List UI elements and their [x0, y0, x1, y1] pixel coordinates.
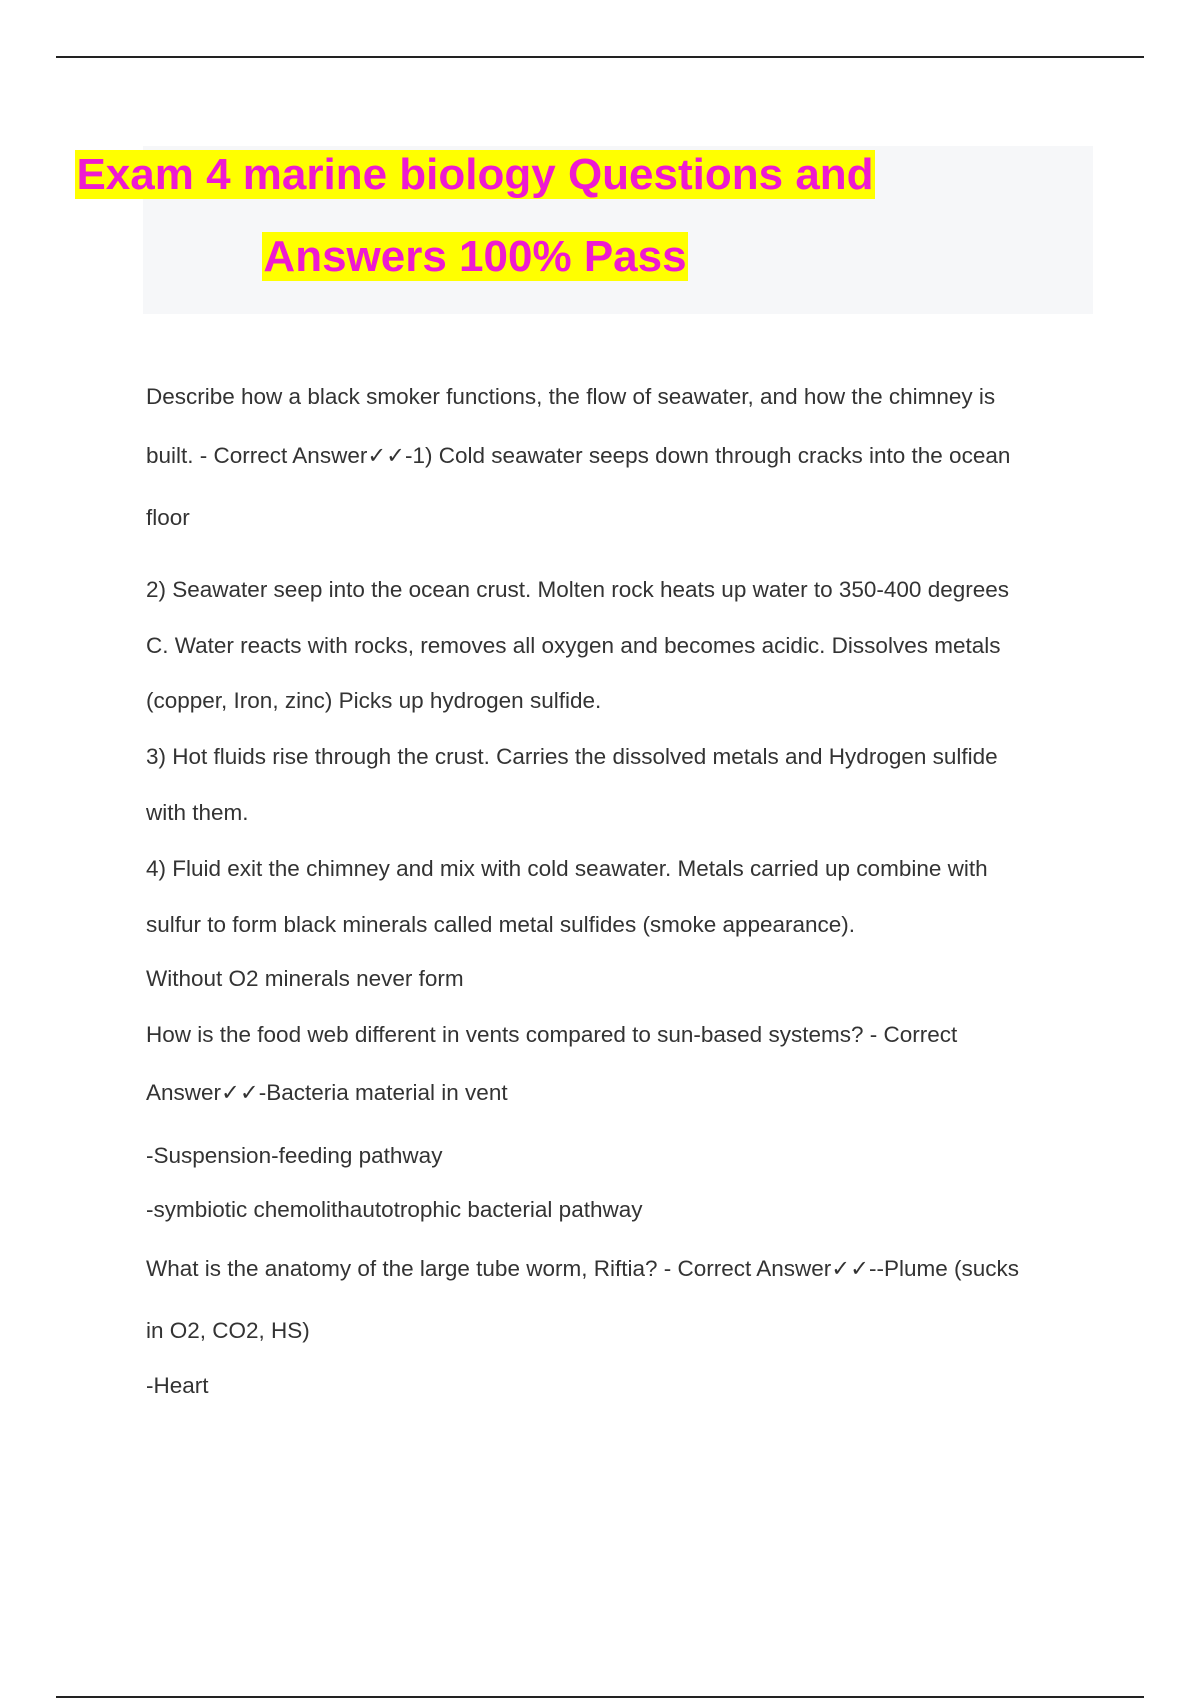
top-rule	[56, 56, 1144, 58]
text-line-8: with them.	[146, 800, 249, 825]
document-title-line-2	[0, 230, 950, 284]
document-title-line-1	[0, 148, 950, 202]
text-line-4: 2) Seawater seep into the ocean crust. Molten rock heats up water to 350-400 degrees	[146, 577, 1010, 602]
text-line-7: 3) Hot fluids rise through the crust. Carries the dissolved metals and Hydrogen sulfide	[146, 744, 998, 769]
title-highlight-1: Exam 4 marine biology Questions and	[76, 150, 874, 199]
text-line-11: Without O2 minerals never form	[146, 966, 464, 991]
bottom-rule	[56, 1696, 1144, 1698]
text-line-10: sulfur to form black minerals called metal sulfides (smoke appearance).	[146, 912, 856, 937]
text-line-1: Describe how a black smoker functions, the flow of seawater, and how the chimney is	[146, 384, 996, 409]
text-line-14: -Suspension-feeding pathway	[146, 1143, 443, 1168]
text-line-9: 4) Fluid exit the chimney and mix with cold seawater. Metals carried up combine with	[146, 856, 988, 881]
text-line-15: -symbiotic chemolithautotrophic bacterial pathway	[146, 1197, 643, 1222]
text-line-6: (copper, Iron, zinc) Picks up hydrogen sulfide.	[146, 688, 602, 713]
text-line-2: built. - Correct Answer✓✓-1) Cold seawater seeps down through cracks into the ocean	[146, 443, 1011, 468]
text-line-18: -Heart	[146, 1373, 209, 1398]
text-line-3: floor	[146, 505, 190, 530]
text-line-12: How is the food web different in vents compared to sun-based systems? - Correct	[146, 1022, 958, 1047]
text-line-17: in O2, CO2, HS)	[146, 1318, 310, 1343]
title-highlight-2: Answers 100% Pass	[263, 232, 687, 281]
text-line-13: Answer✓✓-Bacteria material in vent	[146, 1080, 508, 1105]
text-line-5: C. Water reacts with rocks, removes all oxygen and becomes acidic. Dissolves metals	[146, 633, 1001, 658]
text-line-16: What is the anatomy of the large tube worm, Riftia? - Correct Answer✓✓--Plume (sucks	[146, 1256, 1020, 1281]
